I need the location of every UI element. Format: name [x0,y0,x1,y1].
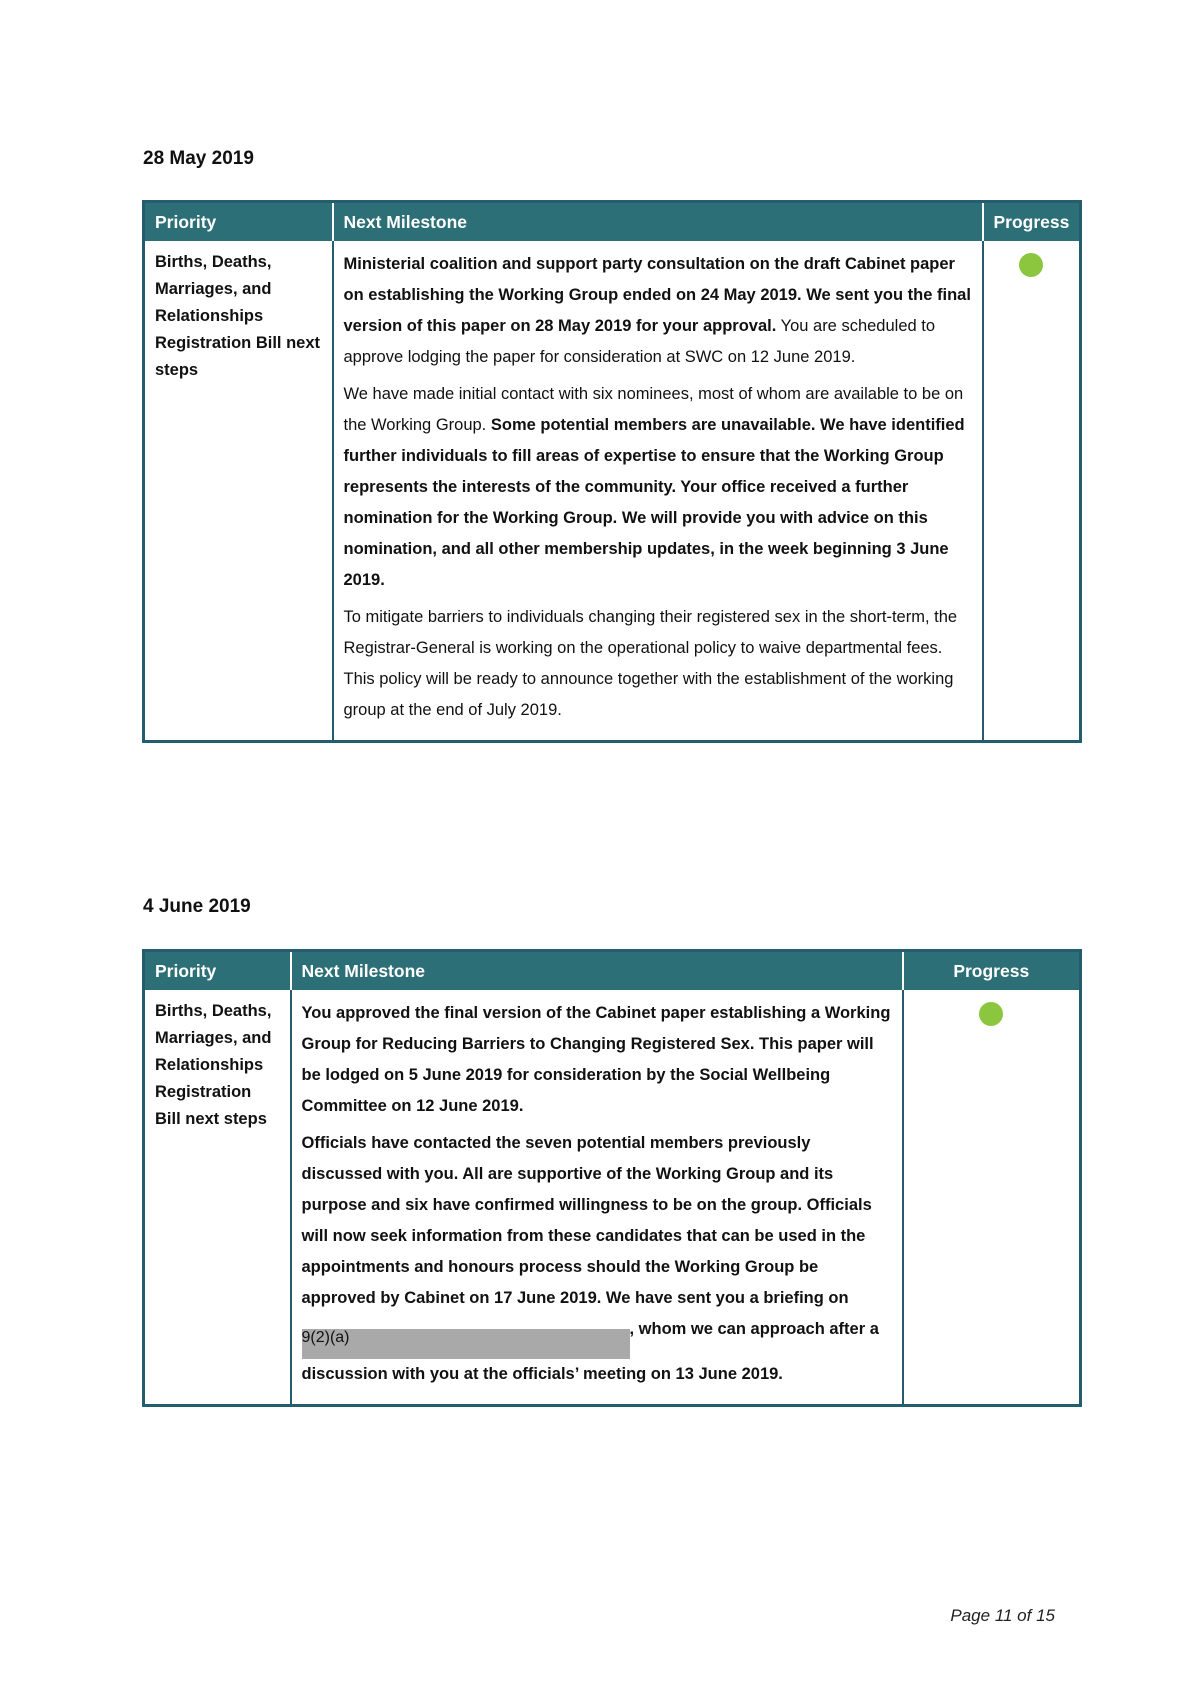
normal-text: We have made initial contact with six nominees, most of whom are available to be on the Working Group. [343,385,964,434]
milestone-paragraph [344,249,972,373]
milestone-paragraph: You approved the final version of the Cabinet paper establishing a Working Group for Reducing Barriers to Changing Registered Sex. This paper will be lodged on 5 June 2019 for consideration by the Social Wellbeing Committee on 12 June 2019. [301,1004,891,1115]
table-row [144,990,1081,1406]
table-header-row [144,951,1081,991]
priority-cell: Births, Deaths, Marriages, and Relationships Registration Bill next steps [144,990,291,1406]
bold-text: Officials have contacted the seven potential members previously discussed with you. All are supportive of the Working Group and its purpose and six have confirmed willingness to be on the group. Officials will now seek information from these candidates that can be used in the appointments and honours process should the Working Group be approved by Cabinet on 17 June 2019. We have sent you a briefing on [301,1134,872,1307]
bold-text: Some potential members are unavailable. We have identified further individuals to fill areas of expertise to ensure that the Working Group represents the interests of the community. Your office received a further nomination for the Working Group. We will provide you with advice on this nomination, and all other membership updates, in the week beginning 3 June 2019. [343,416,965,589]
milestone-table-2 [142,949,1082,1407]
bold-text: , whom we can approach after a discussion with you at the officials’ meeting on 13 June 2019. [301,1320,879,1383]
redaction-block: 9(2)(a) [302,1329,630,1359]
priority-cell: Births, Deaths, Marriages, and Relationships Registration Bill next steps [144,241,333,742]
header-progress: Progress [903,951,1081,991]
table-row [144,241,1081,742]
page-number: Page 11 of 15 [950,1606,1055,1625]
section-date: 4 June 2019 [143,896,251,917]
milestone-cell [333,241,983,742]
milestone-table-1 [142,200,1082,743]
normal-text: To mitigate barriers to individuals changing their registered sex in the short-term, the Registrar-General is working on the operational policy to waive departmental fees. This policy will be ready to announce together with the establishment of the working group at the end of July 2019. [343,608,958,719]
progress-cell [903,990,1081,1406]
milestone-paragraph [344,379,972,596]
header-next-milestone: Next Milestone [333,202,983,242]
header-priority: Priority [144,202,333,242]
status-green-dot-icon [979,1002,1003,1026]
status-green-dot-icon [1019,253,1043,277]
header-priority: Priority [144,951,291,991]
milestone-paragraph [344,602,972,726]
table-header-row [144,202,1081,242]
bold-text: Ministerial coalition and support party consultation on the draft Cabinet paper on establishing the Working Group ended on 24 May 2019. We sent you the final version of this paper on 28 May 2019 for your approval. [343,255,971,335]
normal-text: You are scheduled to approve lodging the paper for consideration at SWC on 12 June 2019. [343,317,936,366]
header-progress: Progress [983,202,1081,242]
milestone-cell [291,990,903,1406]
milestone-paragraph [302,1128,892,1390]
section-date: 28 May 2019 [143,148,254,169]
header-next-milestone: Next Milestone [291,951,903,991]
progress-cell [983,241,1081,742]
